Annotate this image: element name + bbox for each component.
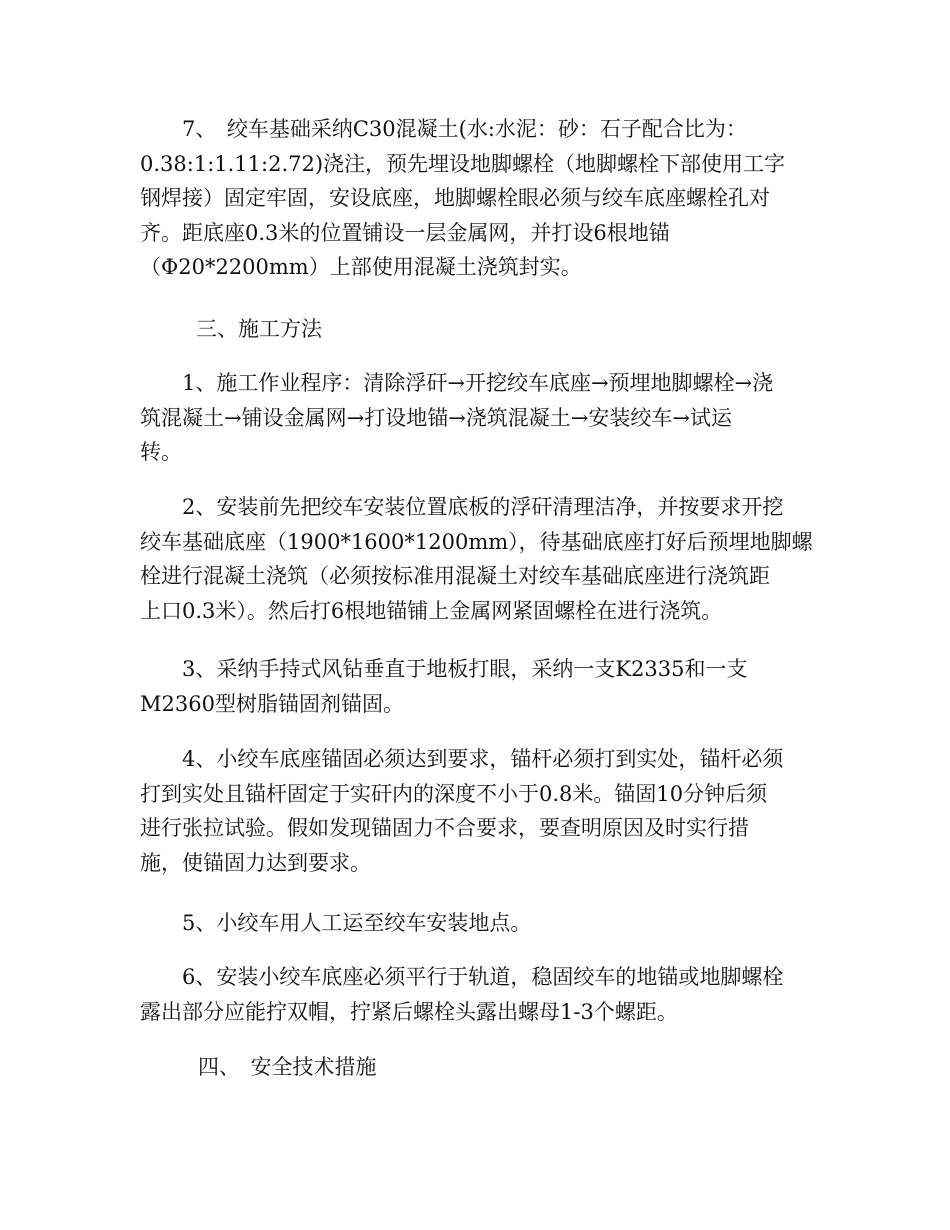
text-line: 钢焊接）固定牢固，安设底座，地脚螺栓眼必须与绞车底座螺栓孔对 [140,186,770,210]
text-line: 施，使锚固力达到要求。 [140,850,371,875]
text-line: 筑混凝土→铺设金属网→打设地锚→浇筑混凝土→安装绞车→试运 [140,405,732,430]
text-line: 进行张拉试验。假如发现锚固力不合要求，要查明原因及时实行措 [140,816,749,840]
text-line: 7、 绞车基础采纳C30混凝土(水:水泥：砂：石子配合比为： [140,117,747,141]
text-line: 打到实处且锚杆固定于实矸内的深度不小于0.8米。锚固10分钟后须 [140,781,768,806]
text-line: 1、施工作业程序：清除浮矸→开挖绞车底座→预埋地脚螺栓→浇 [140,371,774,395]
text-line: 3、采纳手持式风钻垂直于地板打眼，采纳一支K2335和一支 [140,657,748,681]
text-line: （Φ20*2200mm）上部使用混凝土浇筑封实。 [140,255,582,279]
text-line: 0.38:1:1.11:2.72)浇注，预先埋设地脚螺栓（地脚螺栓下部使用工字 [140,151,786,176]
paragraph-item-5 [140,906,820,941]
text-line: 栓进行混凝土浇筑（必须按标准用混凝土对绞车基础底座进行浇筑距 [140,564,770,588]
text-line: 5、小绞车用人工运至绞车安装地点。 [140,911,532,935]
paragraph-item-3 [140,652,820,721]
text-line: 转。 [140,440,182,464]
paragraph-item-6 [140,960,820,1029]
text-line: 2、安装前先把绞车安装位置底板的浮矸清理洁净，并按要求开挖 [140,495,784,519]
text-line: 露出部分应能拧双帽，拧紧后螺栓头露出螺母1-3个螺距。 [140,999,678,1024]
text-line: 绞车基础底座（1900*1600*1200mm），待基础底座打好后预埋地脚螺 [140,529,813,554]
section-heading-construction-method: 三、施工方法 [196,317,322,341]
text-line: 6、安装小绞车底座必须平行于轨道，稳固绞车的地锚或地脚螺栓 [140,965,784,989]
section-heading-safety-measures: 四、 安全技术措施 [198,1055,377,1079]
paragraph-item-2 [140,490,820,628]
text-line: 齐。距底座0.3米的位置铺设一层金属网，并打设6根地锚 [140,220,670,245]
paragraph-item-7 [140,112,820,285]
text-line: 上口0.3米）。然后打6根地锚铺上金属网紧固螺栓在进行浇筑。 [140,598,723,623]
text-line: 4、小绞车底座锚固必须达到要求，锚杆必须打到实处，锚杆必须 [140,747,784,771]
text-line: M2360型树脂锚固剂锚固。 [140,691,404,716]
paragraph-item-4 [140,742,820,880]
paragraph-item-1 [140,366,820,470]
